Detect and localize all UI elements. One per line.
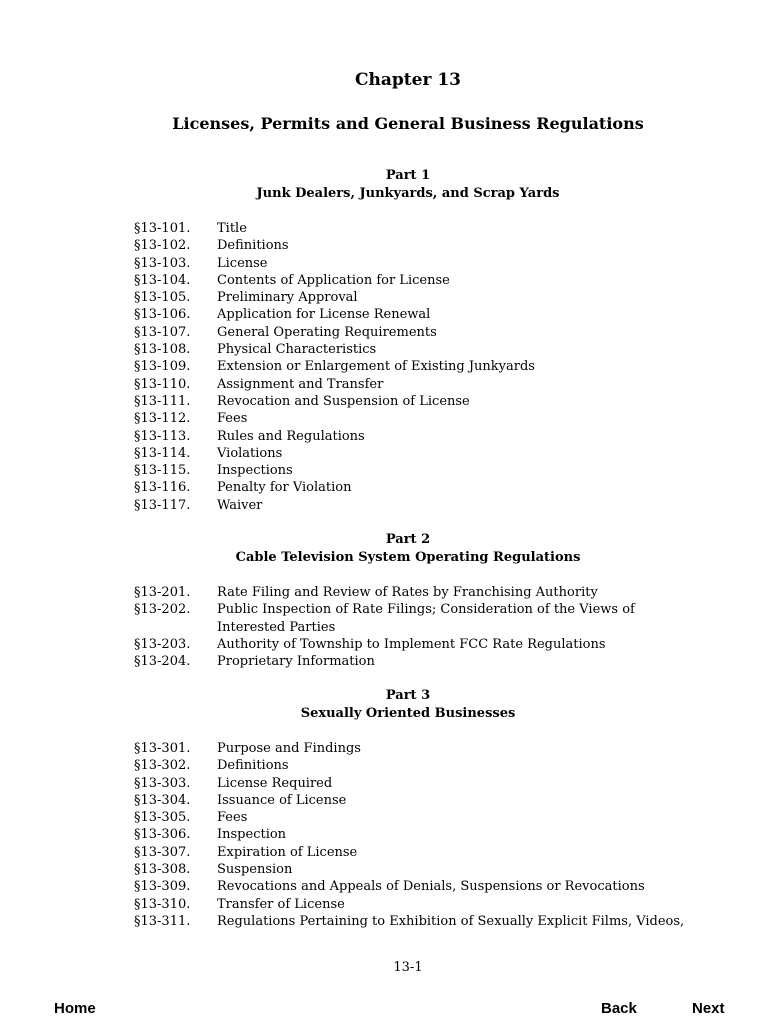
section-number: §13-310. [134, 896, 191, 912]
section-title: License [217, 255, 268, 271]
part-3-label: Part 3 [385, 688, 431, 703]
section-title: Public Inspection of Rate Filings; Consideration of the Views of Interested Parties [217, 602, 635, 635]
part-3-section-list [134, 740, 694, 930]
section-title: Application for License Renewal [217, 307, 431, 323]
section-title: Purpose and Findings [217, 741, 361, 756]
home-link[interactable]: Home [54, 1000, 96, 1017]
section-title: Inspections [217, 463, 293, 479]
toc-entry-13-117[interactable] [134, 497, 694, 514]
toc-entry-13-111[interactable] [134, 393, 694, 410]
section-number: §13-106. [134, 307, 191, 323]
chapter-title: Chapter 13 [355, 70, 461, 90]
section-title: Title [217, 221, 247, 236]
section-title: Preliminary Approval [217, 290, 358, 306]
section-title: Definitions [217, 758, 289, 774]
section-title: Transfer of License [217, 896, 345, 912]
section-title: Issuance of License [217, 792, 347, 808]
toc-entry-13-103[interactable] [134, 255, 694, 272]
section-title: Rate Filing and Review of Rates by Franchising Authority [217, 585, 598, 600]
section-number: §13-114. [134, 445, 191, 461]
part-1-heading [0, 167, 770, 203]
toc-entry-13-107[interactable] [134, 324, 694, 341]
section-number: §13-112. [134, 411, 191, 427]
toc-entry-13-112[interactable] [134, 410, 694, 427]
toc-entry-13-114[interactable] [134, 445, 694, 462]
section-number: §13-311. [134, 913, 191, 929]
section-title: Violations [217, 445, 283, 461]
back-link[interactable]: Back [601, 1000, 637, 1017]
section-title: Assignment and Transfer [217, 376, 384, 392]
section-title: Rules and Regulations [217, 428, 365, 444]
section-title: Definitions [217, 238, 289, 254]
chapter-subtitle: Licenses, Permits and General Business Regulations [172, 114, 644, 133]
section-title: Proprietary Information [217, 654, 375, 670]
section-title: Regulations Pertaining to Exhibition of Sexually Explicit Films, Videos, [217, 913, 685, 929]
section-title: Inspection [217, 827, 287, 843]
part-3-heading [0, 687, 770, 723]
toc-entry-13-110[interactable] [134, 376, 694, 393]
part-2-label: Part 2 [385, 532, 431, 547]
section-number: §13-101. [134, 221, 191, 236]
section-number: §13-201. [134, 585, 191, 600]
section-title: Fees [217, 411, 248, 427]
section-number: §13-105. [134, 290, 191, 306]
page-number: 13-1 [393, 960, 423, 975]
section-title: Revocation and Suspension of License [217, 393, 470, 409]
part-1-title: Junk Dealers, Junkyards, and Scrap Yards [256, 186, 560, 201]
section-title: Revocations and Appeals of Denials, Suspensions or Revocations [217, 879, 645, 895]
section-number: §13-111. [134, 393, 191, 409]
section-title: Suspension [217, 862, 293, 878]
section-title: Penalty for Violation [217, 480, 352, 496]
part-2-section-list [134, 584, 694, 670]
toc-entry-13-113[interactable] [134, 428, 694, 445]
toc-entry-13-308[interactable] [134, 861, 694, 878]
toc-entry-13-115[interactable] [134, 462, 694, 479]
section-title: Waiver [217, 497, 263, 513]
section-title: Extension or Enlargement of Existing Junkyards [217, 359, 535, 375]
section-number: §13-117. [134, 497, 191, 513]
part-3-title: Sexually Oriented Businesses [300, 706, 516, 721]
section-number: §13-306. [134, 827, 191, 843]
section-number: §13-110. [134, 376, 191, 392]
section-number: §13-109. [134, 359, 191, 375]
section-number: §13-302. [134, 758, 191, 774]
next-link[interactable]: Next [692, 1000, 725, 1017]
section-title: Expiration of License [217, 844, 358, 860]
section-number: §13-204. [134, 654, 191, 670]
toc-entry-13-304[interactable] [134, 792, 694, 809]
section-title: General Operating Requirements [217, 324, 437, 340]
toc-entry-13-301[interactable] [134, 740, 694, 757]
section-number: §13-103. [134, 255, 191, 271]
section-number: §13-104. [134, 272, 191, 288]
section-title: License Required [217, 775, 333, 791]
section-title: Physical Characteristics [217, 342, 377, 358]
section-number: §13-116. [134, 480, 191, 496]
part-1-label: Part 1 [385, 168, 431, 183]
toc-entry-13-101[interactable] [134, 220, 694, 237]
part-2-title: Cable Television System Operating Regulations [235, 550, 581, 565]
section-number: §13-304. [134, 792, 191, 808]
section-number: §13-309. [134, 879, 191, 895]
section-number: §13-303. [134, 775, 191, 791]
section-number: §13-107. [134, 324, 191, 340]
toc-entry-13-201[interactable] [134, 584, 694, 601]
toc-entry-13-305[interactable] [134, 809, 694, 826]
toc-entry-13-105[interactable] [134, 289, 694, 306]
section-number: §13-113. [134, 428, 191, 444]
part-1-section-list [134, 220, 694, 514]
toc-entry-13-102[interactable] [134, 237, 694, 254]
toc-entry-13-116[interactable] [134, 479, 694, 496]
toc-entry-13-302[interactable] [134, 757, 694, 774]
toc-entry-13-203[interactable] [134, 636, 694, 653]
section-number: §13-301. [134, 741, 191, 756]
toc-entry-13-202[interactable] [134, 601, 694, 636]
toc-entry-13-108[interactable] [134, 341, 694, 358]
part-2-heading [0, 531, 770, 567]
section-number: §13-108. [134, 342, 191, 358]
section-title: Contents of Application for License [217, 272, 450, 288]
section-number: §13-307. [134, 844, 191, 860]
toc-entry-13-307[interactable] [134, 844, 694, 861]
toc-entry-13-303[interactable] [134, 775, 694, 792]
toc-entry-13-306[interactable] [134, 826, 694, 843]
toc-entry-13-106[interactable] [134, 306, 694, 323]
toc-entry-13-310[interactable] [134, 896, 694, 913]
section-number: §13-115. [134, 463, 191, 479]
section-number: §13-102. [134, 238, 191, 254]
toc-entry-13-104[interactable] [134, 272, 694, 289]
toc-entry-13-309[interactable] [134, 878, 694, 895]
section-number: §13-305. [134, 810, 191, 826]
toc-entry-13-109[interactable] [134, 358, 694, 375]
toc-entry-13-311[interactable] [134, 913, 694, 930]
section-number: §13-308. [134, 862, 191, 878]
section-title: Authority of Township to Implement FCC Rate Regulations [217, 636, 606, 652]
section-number: §13-203. [134, 636, 191, 652]
section-title: Fees [217, 810, 248, 826]
section-number: §13-202. [134, 602, 191, 618]
toc-entry-13-204[interactable] [134, 653, 694, 670]
